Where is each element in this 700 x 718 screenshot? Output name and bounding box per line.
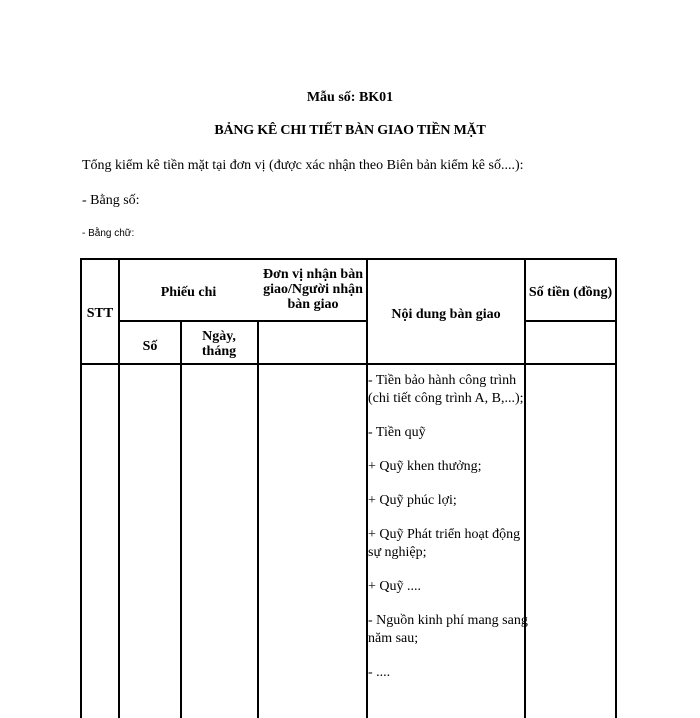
table-border-right [615,258,617,718]
header-receiver: Đơn vị nhận bàn giao/Người nhận bàn giao [263,267,363,312]
header-stt: STT [86,306,114,321]
handover-content-list [368,372,528,698]
form-code: Mẫu số: BK01 [306,90,394,105]
content-item: + Quỹ khen thưởng; [368,459,482,474]
intro-text: Tổng kiểm kê tiền mặt tại đơn vị (được xác nhận theo Biên bản kiểm kê số....): [82,158,524,173]
header-amount: Số tiền (đồng) [528,285,613,300]
content-item: + Quỹ .... [368,579,422,594]
column-divider-2 [180,320,182,718]
table-border-left [80,258,82,718]
content-item: - .... [368,665,391,680]
header-content: Nội dung bàn giao [391,307,501,322]
content-item: - Tiền quỹ [368,425,426,440]
handover-table [80,258,617,718]
document-title: BẢNG KÊ CHI TIẾT BÀN GIAO TIỀN MẶT [214,123,486,138]
header-voucher-date: Ngày, tháng [201,329,237,359]
table-border-top [80,258,617,260]
column-divider-1 [118,258,120,718]
content-item: + Quỹ Phát triển hoạt động sự nghiệp; [368,527,521,560]
header-split-left [118,320,367,322]
amount-by-words-label: - Bằng chữ: [82,228,135,239]
column-divider-3 [257,320,259,718]
header-voucher: Phiếu chi [160,285,217,300]
amount-by-number-label: - Bằng số: [82,193,140,208]
content-item: - Tiền bảo hành công trình (chi tiết công trình A, B,...); [368,373,524,406]
header-bottom-border [80,363,617,365]
header-split-right [524,320,617,322]
header-voucher-number: Số [142,339,158,354]
content-item: - Nguồn kinh phí mang sang năm sau; [368,613,528,646]
content-item: + Quỹ phúc lợi; [368,493,457,508]
